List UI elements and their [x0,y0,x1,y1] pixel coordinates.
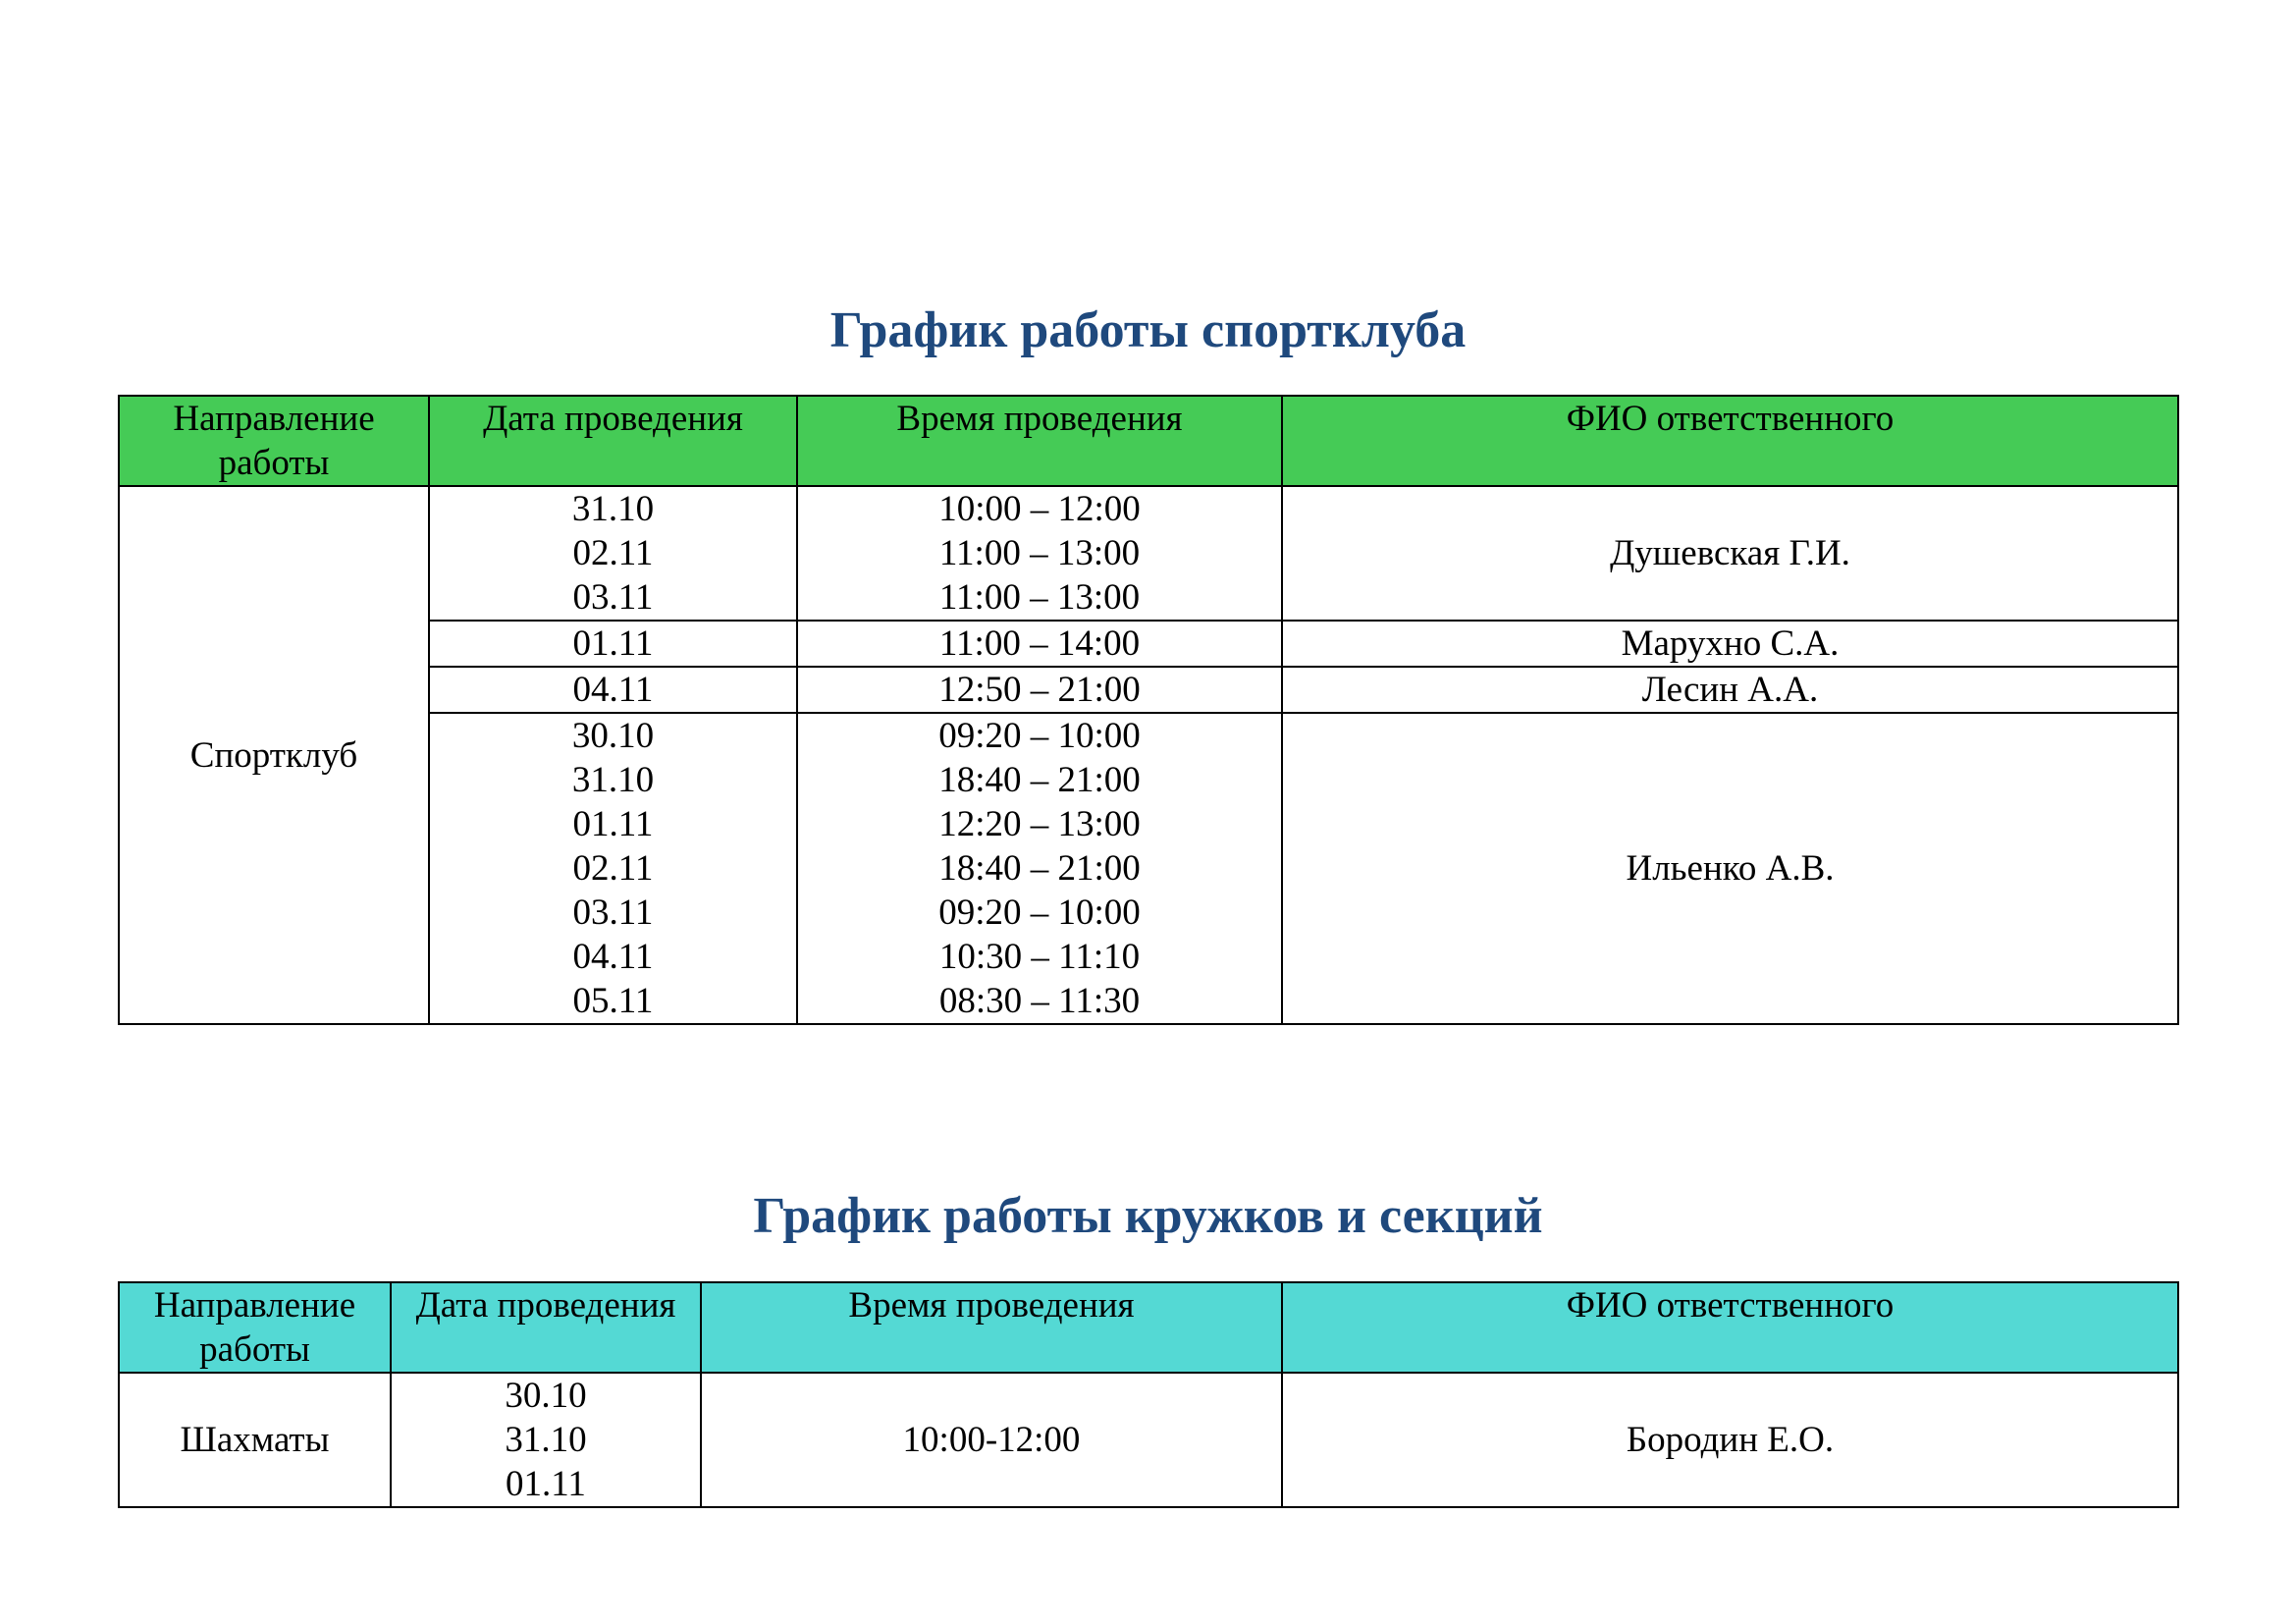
table-row [119,486,2178,621]
table-header-row [119,1282,2178,1373]
time-value: 18:40 – 21:00 [938,760,1141,800]
clubs-title: График работы кружков и секций [753,1188,1543,1244]
header-date: Дата проведения [391,1282,701,1373]
times-cell [797,667,1282,713]
date-value: 31.10 [571,760,655,800]
direction-cell: Спортклуб [119,486,429,1024]
date-value: 02.11 [572,848,654,889]
time-value: 09:20 – 10:00 [938,893,1141,933]
dates-cell [429,713,797,1024]
time-value: 12:50 – 21:00 [938,670,1141,710]
date-value: 30.10 [571,716,655,756]
dates-cell [429,667,797,713]
date-value: 02.11 [572,533,654,573]
dates-cell [391,1373,701,1507]
date-value: 05.11 [572,981,654,1021]
header-direction: Направление работы [119,396,429,486]
date-value: 01.11 [572,623,654,664]
date-value: 01.11 [506,1464,586,1504]
responsible-cell: Ильенко А.В. [1282,713,2178,1024]
time-value: 08:30 – 11:30 [938,981,1141,1021]
date-value: 01.11 [572,804,654,844]
table-row [119,1373,2178,1507]
date-value: 30.10 [505,1376,587,1416]
table-header-row [119,396,2178,486]
date-value: 04.11 [572,937,654,977]
responsible-cell: Марухно С.А. [1282,621,2178,667]
clubs-table [118,1281,2179,1508]
time-value: 12:20 – 13:00 [938,804,1141,844]
date-value: 31.10 [505,1420,587,1460]
header-time: Время проведения [701,1282,1282,1373]
sport-club-title: График работы спортклуба [829,302,1467,358]
dates-cell [429,486,797,621]
date-value: 03.11 [572,893,654,933]
responsible-cell: Душевская Г.И. [1282,486,2178,621]
sport-club-table [118,395,2179,1025]
header-time: Время проведения [797,396,1282,486]
time-value: 11:00 – 14:00 [938,623,1141,664]
header-responsible: ФИО ответственного [1282,1282,2178,1373]
header-responsible: ФИО ответственного [1282,396,2178,486]
time-value: 10:30 – 11:10 [938,937,1141,977]
date-value: 04.11 [572,670,654,710]
time-value: 18:40 – 21:00 [938,848,1141,889]
dates-cell [429,621,797,667]
times-cell [797,486,1282,621]
times-cell [797,621,1282,667]
time-cell: 10:00-12:00 [701,1373,1282,1507]
header-direction: Направление работы [119,1282,391,1373]
time-value: 11:00 – 13:00 [938,533,1141,573]
date-value: 03.11 [572,577,654,618]
time-value: 11:00 – 13:00 [938,577,1141,618]
date-value: 31.10 [571,489,655,529]
time-value: 10:00 – 12:00 [938,489,1141,529]
responsible-cell: Лесин А.А. [1282,667,2178,713]
header-date: Дата проведения [429,396,797,486]
time-value: 09:20 – 10:00 [938,716,1141,756]
direction-cell: Шахматы [119,1373,391,1507]
responsible-cell: Бородин Е.О. [1282,1373,2178,1507]
times-cell [797,713,1282,1024]
